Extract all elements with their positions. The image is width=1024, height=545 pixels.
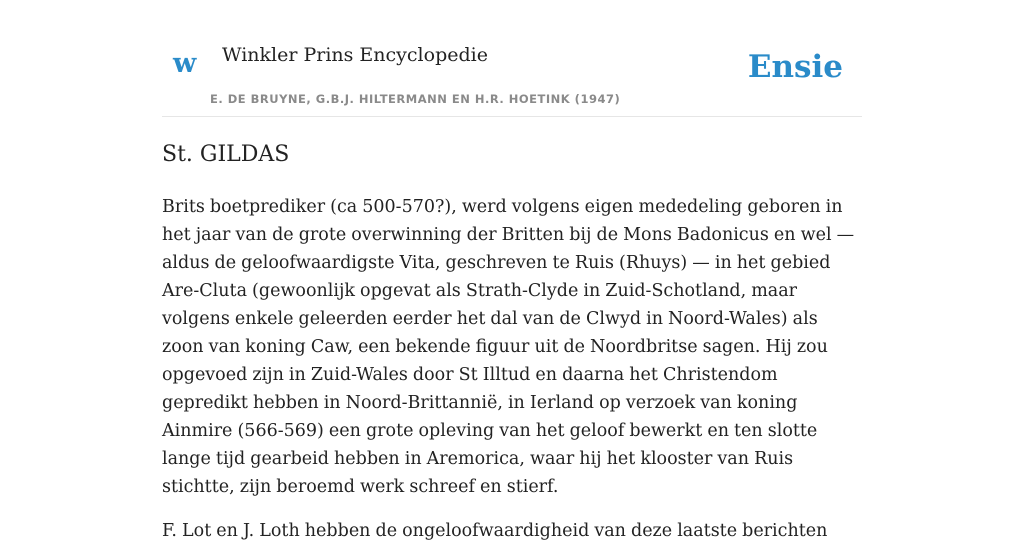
site-title[interactable]: Winkler Prins Encyclopedie (222, 44, 488, 66)
logo-w-icon[interactable]: w (173, 48, 197, 79)
authors-byline: E. DE BRUYNE, G.B.J. HILTERMANN EN H.R. HOETINK (1947) (210, 92, 621, 106)
article-title: St. GILDAS (162, 142, 290, 167)
article-paragraph: F. Lot en J. Loth hebben de ongeloofwaardigheid van deze laatste berichten (162, 521, 828, 541)
site-header (162, 0, 862, 117)
article-paragraph: Brits boetprediker (ca 500-570?), werd volgens eigen mededeling geboren in het jaar van de grote overwinning der Britten bij de Mons Badonicus en wel — aldus de geloofwaardigste Vita, geschreven te Ruis (Rhuys) — in het gebied Are-Cluta (gewoonlijk opgevat als Strath-Clyde in Zuid-Schotland, maar volgens enkele geleerden eerder het dal van de Clwyd in Noord-Wales) als zoon van koning Caw, een bekende figuur uit de Noordbritse sagen. Hij zou opgevoed zijn in Zuid-Wales door St Illtud en daarna het Christendom gepredikt hebben in Noord-Brittannië, in Ierland op verzoek van koning Ainmire (566-569) een grote opleving van het geloof bewerkt en ten slotte lange tijd gearbeid hebben in Aremorica, waar hij het klooster van Ruis stichtte, zijn beroemd werk schreef en stierf. (162, 197, 855, 497)
brand-logo[interactable]: Ensie (747, 49, 843, 85)
article-body (162, 140, 862, 545)
